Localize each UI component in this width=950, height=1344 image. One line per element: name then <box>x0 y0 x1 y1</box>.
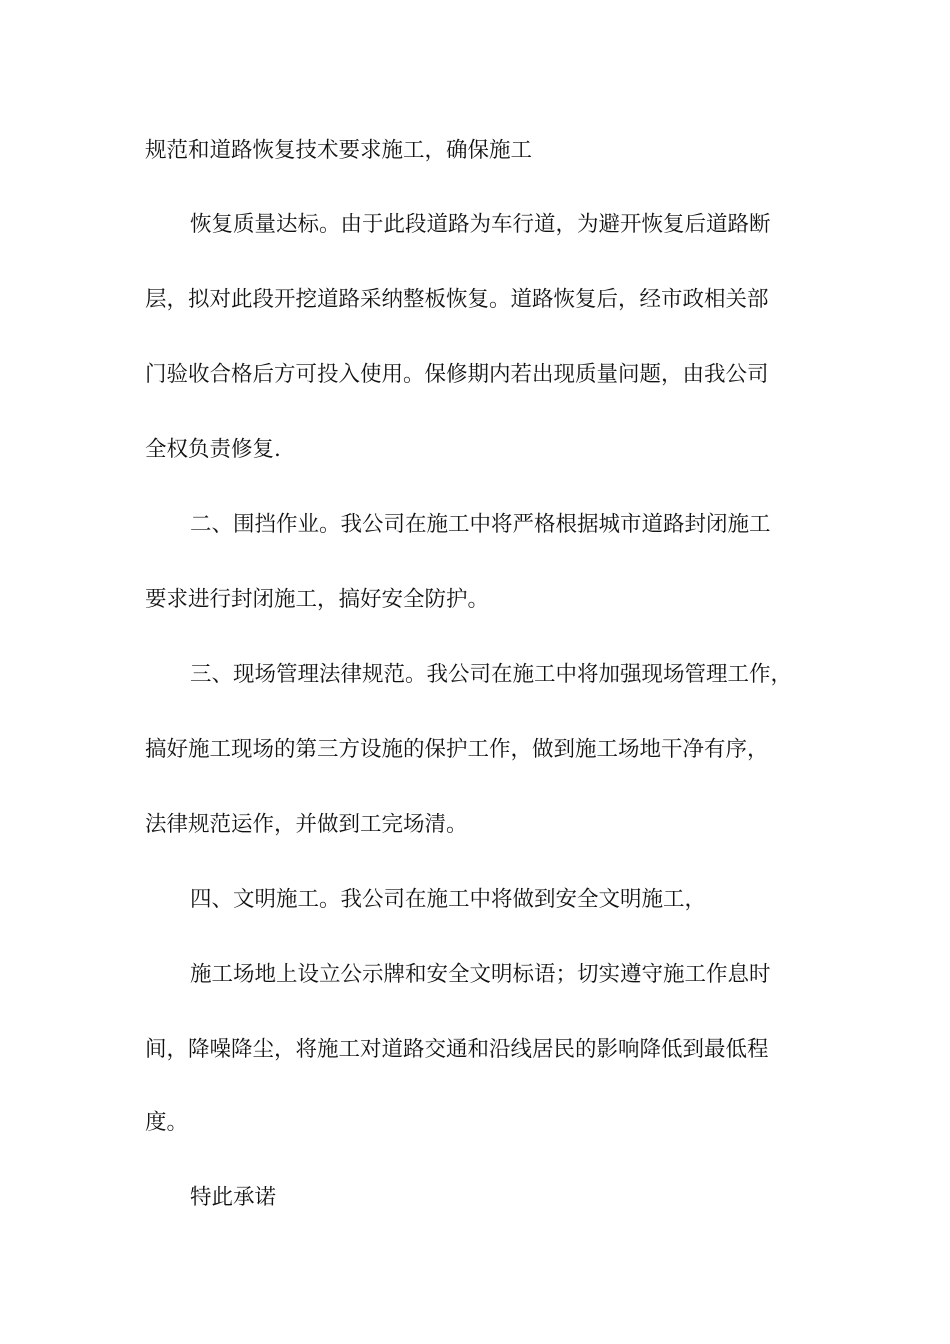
paragraph-line: 要求进行封闭施工，搞好安全防护。 <box>145 587 490 612</box>
section-heading-line: 四、文明施工。我公司在施工中将做到安全文明施工， <box>190 887 707 912</box>
section-heading-line: 二、围挡作业。我公司在施工中将严格根据城市道路封闭施工 <box>190 512 771 537</box>
paragraph-line: 恢复质量达标。由于此段道路为车行道，为避开恢复后道路断 <box>190 212 771 237</box>
paragraph-line: 搞好施工现场的第三方设施的保护工作，做到施工场地干净有序， <box>145 737 769 762</box>
paragraph-line: 法律规范运作，并做到工完场清。 <box>145 812 468 837</box>
paragraph-line: 门验收合格后方可投入使用。保修期内若出现质量问题，由我公司 <box>145 362 769 387</box>
paragraph-line: 层，拟对此段开挖道路采纳整板恢复。道路恢复后，经市政相关部 <box>145 287 769 312</box>
paragraph-line: 施工场地上设立公示牌和安全文明标语；切实遵守施工作息时 <box>190 962 771 987</box>
section-heading-line: 三、现场管理法律规范。我公司在施工中将加强现场管理工作， <box>190 662 793 687</box>
paragraph-line: 规范和道路恢复技术要求施工，确保施工 <box>145 138 533 163</box>
paragraph-line: 间，降噪降尘，将施工对道路交通和沿线居民的影响降低到最低程 <box>145 1037 769 1062</box>
closing-line: 特此承诺 <box>190 1185 277 1210</box>
paragraph-line: 全权负责修复. <box>145 437 281 462</box>
paragraph-line: 度。 <box>145 1110 189 1135</box>
